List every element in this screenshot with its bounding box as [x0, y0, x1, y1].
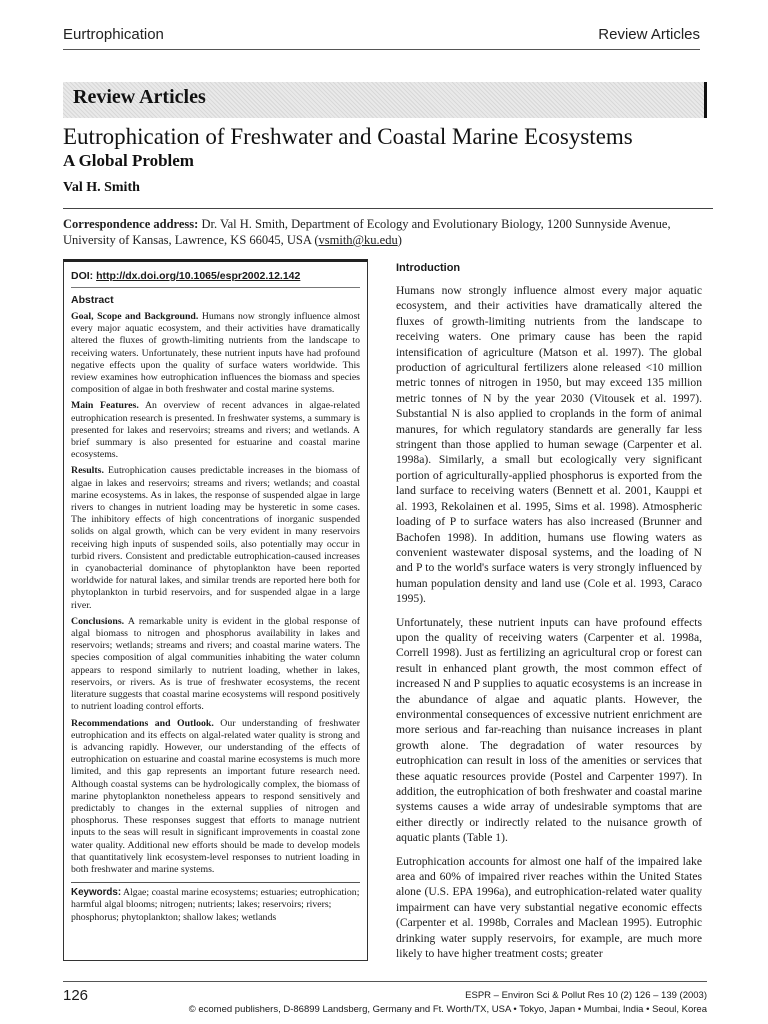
doi-link[interactable]: http://dx.doi.org/10.1065/espr2002.12.142 [96, 270, 301, 282]
abstract-paragraph-label: Recommendations and Outlook. [71, 717, 214, 729]
article-subtitle: A Global Problem [63, 151, 194, 170]
page-number: 126 [63, 987, 89, 1004]
body-paragraph: Humans now strongly influence almost every major aquatic ecosystem, and their activities have dramatically altered the fluxes of growth-limiting nutrients from the landscape to receiving waters. One primary cause has been the rapid intensification of agriculture (Matson et al. 1997). The global production of agricultural fertilizers alone released <10 million metric tonnes of nitrogen in 1950, but may exceed 135 million metric tonnes of N by the year 2030 (Vitousek et al. 1997). Substantial N is also applied to croplands in the form of animal manures, for which regulatory standards are generally far less stringent than those applied to human sewage (Carpenter et al. 1998a). Similarly, a small but ecologically very significant portion of agriculturally-applied phosphorus is exported from the land surface to receiving waters (Bennett et al. 2001, Kauppi et al. 1993, Rekolainen et al. 1995, Sims et al. 1998). Atmospheric loading of P to surface waters has also increased (Brunner and Bachofen 1998). In addition, humans use flowing waters as convenient wastewater disposal systems, and the loading of N and P to the world's surface waters is very strongly influenced by human population density and land use (Cole et al. 1993, Caraco 1995). [396, 284, 702, 606]
keywords-text: Algae; coastal marine ecosystems; estuaries; eutrophication; harmful algal blooms; nitrogen; nutrients; lakes; reservoirs; rivers; phosphorus; phytoplankton; shallow lakes; wetlands [71, 887, 360, 923]
abstract-heading: Abstract [71, 294, 114, 306]
keywords [71, 882, 360, 924]
correspondence-text: Dr. Val H. Smith, Department of Ecology and Evolutionary Biology, 1200 Sunnyside Avenue, University of Kansas, Lawrence, KS 66045, USA ( [63, 217, 671, 247]
keywords-label: Keywords: [71, 887, 122, 899]
abstract-paragraph-text: Our understanding of freshwater eutrophication and its effects on algal-related water quality is strong and is advancing rapidly. However, our understanding of the effects of eutrophication on estuarine and coastal marine ecosystems is much more limited, and this gap represents an important future research need. Although coastal systems can be hydrologically complex, the biomass of marine phytoplankton nonetheless appears to respond sensitively and predictably to changes in the external supplies of nitrogen and phosphorus. These responses suggest that efforts to manage nutrient inputs to the seas will result in significant improvements in coastal zone water quality. Additional new efforts should be made to develop models that quantitatively link ecosystem-level responses to nutrient loading in both freshwater and marine systems. [71, 717, 360, 875]
section-banner [63, 82, 707, 118]
footer-divider [63, 981, 707, 982]
abstract-paragraph-label: Main Features. [71, 400, 139, 412]
abstract-paragraph-label: Goal, Scope and Background. [71, 311, 199, 322]
abstract-paragraph [71, 718, 360, 877]
abstract-paragraph-label: Conclusions. [71, 615, 125, 627]
abstract-paragraph [71, 616, 360, 714]
abstract-paragraph [71, 400, 360, 461]
correspondence-address [63, 208, 713, 248]
correspondence-email-link[interactable]: vsmith@ku.edu [318, 233, 398, 247]
doi-line [71, 270, 360, 288]
journal-reference: ESPR – Environ Sci & Pollut Res 10 (2) 126 – 139 (2003) [465, 990, 707, 1001]
author-name: Val H. Smith [63, 180, 140, 195]
running-header-topic: Eurtrophication [63, 26, 164, 43]
correspondence-label: Correspondence address: [63, 217, 199, 231]
section-banner-title: Review Articles [73, 86, 206, 108]
introduction-column [396, 262, 702, 969]
doi-label: DOI: [71, 270, 97, 282]
abstract-paragraph [71, 465, 360, 611]
introduction-heading: Introduction [396, 262, 461, 274]
correspondence-close: ) [397, 233, 402, 247]
running-header [63, 26, 700, 50]
running-header-section: Review Articles [598, 26, 700, 43]
abstract-paragraph-label: Results. [71, 465, 104, 477]
abstract-box [63, 259, 368, 961]
body-paragraph: Eutrophication accounts for almost one half of the impaired lake area and 60% of impaired river reaches within the United States alone (U.S. EPA 1996a), and eutrophication-related water quality impairment can have very substantial negative economic effects (Carpenter et al. 1998b, Corrales and Maclean 1995). Eutrophic drinking water supply reservoirs, for example, are much more likely to have higher treatment costs; greater [396, 854, 702, 961]
abstract-paragraph-text: Eutrophication causes predictable increases in the biomass of algae in lakes and reservoirs; streams and rivers; wetlands; and coastal marine ecosystems. As in lakes, the response of suspended algae in large rivers to changes in nutrient loading may be hysteretic in some cases. The inhibitory effects of high concentrations of inorganic suspended solids on algal growth, which can be very evident in many reservoirs receiving high inputs of suspended soils, also potentially may occur in turbid rivers. Consistent and predictable eutrophication-caused increases in cyanobacterial dominance of phytoplankton have been reported worldwide for natural lakes, and similar trends are reported here both for phytoplankton in turbid reservoirs, and for suspended algae in a large river. [71, 465, 360, 611]
article-title: Eutrophication of Freshwater and Coastal Marine Ecosystems [63, 124, 633, 149]
body-paragraph: Unfortunately, these nutrient inputs can have profound effects upon the quality of receiving waters (Carpenter et al. 1998a, Correll 1998). Just as fertilizing an agricultural crop or forest can result in enhanced plant growth, the most common effect of increased N and P supplies to aquatic ecosystems is an increase in the abundance of algae and aquatic plants. However, the environmental consequences of excessive nutrient enrichment are more serious and far-reaching than nuisance increases in plant growth alone. The degradation of water resources by eutrophication can result in loss of the amenities or services that these aquatic resources provide (Postel and Carpenter 1997). In addition, the eutrophication of both freshwater and coastal marine systems causes a wide array of undesirable symptoms that are either directly or indirectly related to the nuisance growth of aquatic plants (Table 1). [396, 615, 702, 845]
abstract-paragraph-text: An overview of recent advances in algae-related eutrophication research is presented. In freshwater systems, a summary is presented for lakes and reservoirs; streams and rivers; and wetlands. A brief summary is also presented for estuarine and coastal marine ecosystems. [71, 400, 360, 461]
abstract-paragraph-text: A remarkable unity is evident in the global response of algal biomass to nitrogen and phosphorus availability in lakes and reservoirs; wetlands; streams and rivers; and coastal marine waters. The species composition of algal communities inhabiting the water column appears to respond similarly to nutrient loading, whether in lakes, reservoirs, or rivers. As is true of freshwater ecosystems, the recent literature suggests that coastal marine ecosystems will respond positively to nutrient loading control efforts. [71, 615, 360, 713]
abstract-paragraph-text: Humans now strongly influence almost every major aquatic ecosystem, and their activities have dramatically altered the fluxes of growth-limiting nutrients from the landscape to receiving waters. Unfortunately, these nutrient inputs have had profound negative effects upon the quality of surface waters worldwide. This review examines how eutrophication influences the biomass and species composition of algae in both freshwater and costal marine systems. [71, 311, 360, 396]
abstract-paragraph [71, 311, 360, 396]
publisher-line: © ecomed publishers, D-86899 Landsberg, Germany and Ft. Worth/TX, USA • Tokyo, Japan • Mumbai, India • Seoul, Korea [188, 1004, 707, 1015]
